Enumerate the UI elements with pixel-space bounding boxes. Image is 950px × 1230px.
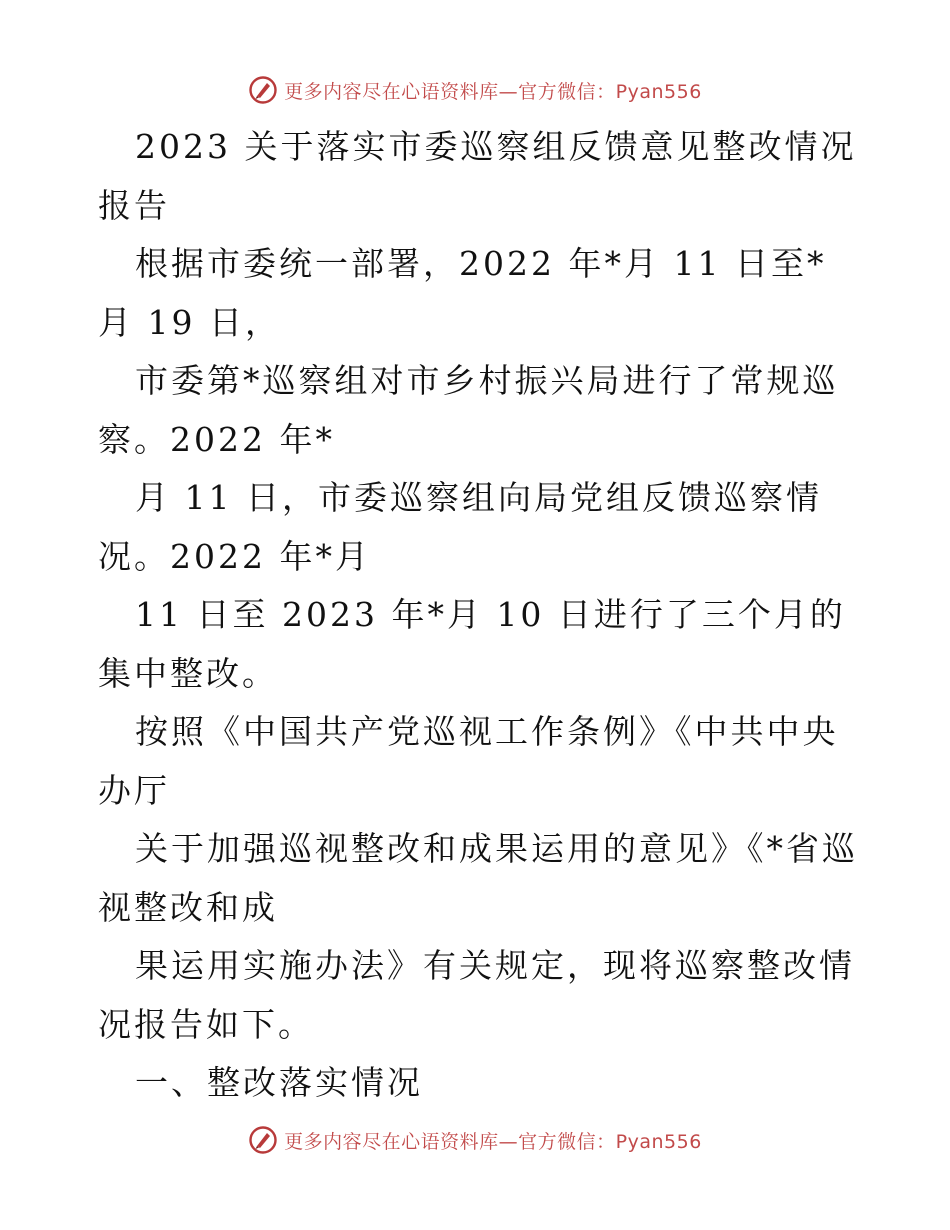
watermark-text: 更多内容尽在心语资料库—官方微信：Pyan556 bbox=[284, 1130, 702, 1153]
section-heading: 一、整改落实情况 bbox=[135, 1063, 423, 1102]
document-title: 2023 关于落实市委巡察组反馈意见整改情况报告 bbox=[98, 127, 857, 225]
watermark-footer bbox=[0, 1122, 950, 1158]
paragraph-line: 按照《中国共产党巡视工作条例》《中共中央办厅 bbox=[98, 712, 839, 810]
watermark-header bbox=[0, 72, 950, 108]
paragraph-line: 市委第*巡察组对市乡村振兴局进行了常规巡察。2022 年* bbox=[98, 361, 839, 459]
pen-logo-icon bbox=[248, 1125, 278, 1155]
pen-logo-icon bbox=[248, 75, 278, 105]
paragraph-line: 根据市委统一部署，2022 年*月 11 日至*月 19 日， bbox=[98, 244, 827, 342]
paragraph-line: 果运用实施办法》有关规定，现将巡察整改情况报告如下。 bbox=[98, 946, 855, 1044]
paragraph-line: 月 11 日，市委巡察组向局党组反馈巡察情况。2022 年*月 bbox=[98, 478, 822, 576]
watermark-text: 更多内容尽在心语资料库—官方微信：Pyan556 bbox=[284, 80, 702, 103]
document-body bbox=[98, 118, 858, 1113]
paragraph-line: 11 日至 2023 年*月 10 日进行了三个月的集中整改。 bbox=[98, 595, 846, 693]
paragraph-line: 关于加强巡视整改和成果运用的意见》《*省巡视整改和成 bbox=[98, 829, 858, 927]
